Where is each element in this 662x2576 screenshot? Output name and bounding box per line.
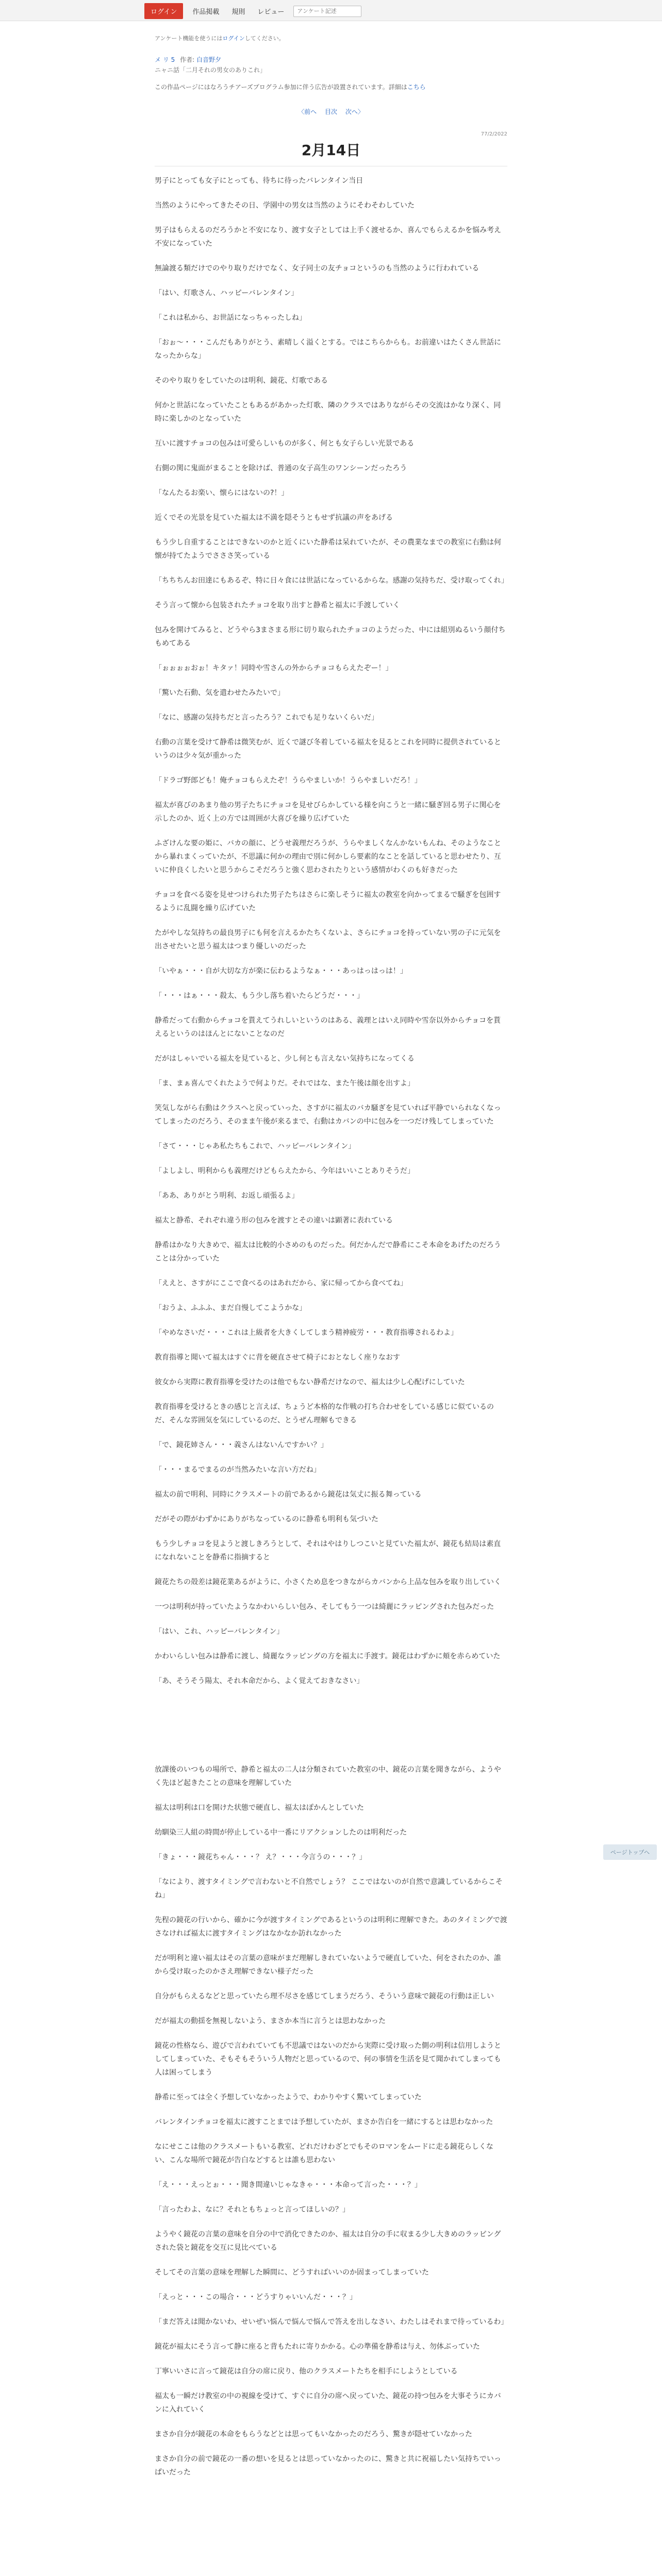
nav-post-work[interactable]: 作品掲載 [192, 8, 220, 16]
paragraph: そう言って懐から包装されたチョコを取り出すと静希と福太に手渡していく [155, 601, 400, 609]
episode-subtitle: ニャニ話「二月それの男女のありこれ」 [155, 66, 267, 74]
paragraph: 「これは私から、お世話になっちゃったしね」 [155, 314, 306, 322]
paragraph: 「なにより、渡すタイミングで言わないと不自然でしょう？ ここではないのが自然で意識しているからこそね」 [155, 1878, 503, 1900]
paragraph: だが明利と違い福太はその言葉の意味がまだ理解しきれていないようで硬直していた、何をされたのか、誰から受け取ったのかさえ理解できない様子だった [155, 1954, 501, 1976]
paragraph: チョコを食べる姿を見せつけられた男子たちはさらに楽しそうに福太の教室を向かってまるで騒ぎを包囲するように乱闘を繰り広げていた [155, 891, 501, 912]
paragraph: 「ま、まぁ喜んでくれたようで何よりだ。それではな、また午後は顔を出すよ」 [155, 1079, 415, 1088]
paragraph: だがその際がわずかにありがちなっているのに静希も明利も気づいた [155, 1515, 378, 1523]
paragraph: 男子にとっても女子にとっても、待ちに待ったバレンタイン当日 [155, 177, 363, 185]
paragraph: 笑気しながら右動はクラスへと戻っていった、さすがに福太のバカ騒ぎを見ていれば平静でいられなくなってしまったのだろう、そのまま午後が来るまで、右動はカバンの中に包みを一つだけ残してしまっていた [155, 1104, 501, 1126]
login-button[interactable]: ログイン [144, 3, 183, 19]
paragraph: 「で、鏡花姉さん・・・義さんはないんですかい？」 [155, 1441, 328, 1449]
top-bar-inner [144, 3, 361, 19]
paragraph: 福太が喜びのあまり他の男子たちにチョコを見せびらかしている様を向こうと一緒に騒ぎ回る男子に関心を示したのか、近く上の方では周囲が大喜びを繰り広げていた [155, 801, 501, 823]
paragraph: 「きょ・・・鏡花ちゃん・・・？ え？・・・今言うの・・・？」 [155, 1853, 367, 1861]
paragraph: 「いやぁ・・・自が大切な方が楽に伝わるようなぁ・・・あっはっはっは！」 [155, 967, 407, 975]
paragraph: そのやり取りをしていたのは明利、鏡花、灯歌である [155, 377, 328, 385]
paragraph: 「ええと、さすがにここで食べるのはあれだから、家に帰ってから食べてね」 [155, 1279, 407, 1287]
paragraph: 「はい、灯歌さん、ハッピーバレンタイン」 [155, 289, 299, 297]
paragraph: かわいらしい包みは静希に渡し、綺麗なラッピングの方を福太に手渡す。鏡花はわずかに頬を赤らめていた [155, 1652, 501, 1660]
paragraph: 互いに渡すチョコの包みは可愛らしいものが多く、何とも女子らしい光景である [155, 439, 415, 448]
nav-review[interactable]: レビュー [257, 8, 285, 16]
paragraph: 男子はもらえるのだろうかと不安になり、渡す女子としては上手く渡せるか、喜んでもらえるかを悩み考え不安になっていた [155, 226, 501, 248]
ad-info [155, 82, 426, 91]
search-input[interactable] [293, 6, 361, 17]
paragraph: まさか自分の前で鏡花の一番の想いを見るとは思っていなかったのに、驚きと共に祝福したい気持ちでいっぱいだった [155, 2455, 501, 2477]
paragraph: 静希はかなり大きめで、福太は比較的小さめのものだった。何だかんだで静希にこそ本命をあげたのだろうことは分かっていた [155, 1241, 501, 1263]
paragraph: 幼馴染三人組の時間が停止している中一番にリアクションしたのは明利だった [155, 1828, 407, 1837]
paragraph: もう少し自重することはできないのかと近くにいた静希は呆れていたが、その農業なまでの教室に右動は何懐が持てたようでさささ笑っている [155, 538, 501, 560]
paragraph: 福太は明利は口を開けた状態で硬直し、福太はぽかんとしていた [155, 1804, 364, 1812]
next-link[interactable]: 次へ〉 [345, 108, 364, 115]
paragraph: 教育指導と聞いて福太はすぐに背を硬直させて椅子におとなしく座りなおす [155, 1353, 400, 1362]
paragraph: 丁寧いいさに言って鏡花は自分の席に戻り、他のクラスメートたちを相手にしようとしている [155, 2367, 458, 2376]
paragraph: 何かと世話になっていたこともあるがあかった灯歌、隣のクラスではありながらその交流はかなり深く、同時に楽しかのとなっていた [155, 401, 501, 423]
work-meta [155, 55, 266, 75]
paragraph: 教育指導を受けるときの感じと言えば、ちょうど本格的な作戦の打ち合わせをしている感じに似ているのだ、そんな雰囲気を気にしているのだ、とうぜん理解もできる [155, 1403, 494, 1425]
paragraph: まさか自分が鏡花の本命をもらうなどとは思ってもいなかったのだろう、驚きが隠せていなかった [155, 2430, 472, 2438]
paragraph: 「驚いた石動、気を遣わせたみたいで」 [155, 689, 285, 697]
body-part-1 [155, 174, 507, 953]
pager [0, 107, 662, 116]
paragraph: 自分がもらえるなどと思っていたら理不尽さを感じてしまうだろう、そういう意味で鏡花の行動は正しい [155, 1992, 494, 2001]
chapter-title: 2月14日 [301, 142, 361, 159]
paragraph: 「ドラゴ野郎ども！俺チョコもらえたぞ！うらやましいか！うらやましいだろ！」 [155, 776, 422, 785]
paragraph: 「よしよし、明利からも義理だけどもらえたから、今年はいいことありそうだ」 [155, 1167, 415, 1175]
paragraph: 静希だって右動からチョコを貰えてうれしいというのはある、義理とはいえ同時や雪奈以外からチョコを貰えるというのはほんとにないことなのだ [155, 1016, 501, 1038]
page-top-button[interactable]: ページトップへ [603, 1844, 657, 1860]
paragraph: 無論渡る類だけでのやり取りだけでなく、女子同士の友チョコというのも当然のように行われている [155, 264, 479, 273]
paragraph: 「まだ答えは聞かないわ、せいぜい悩んで悩んで悩んで答えを出しなさい、わたしはそれまで待っているわ」 [155, 2318, 508, 2326]
paragraph: 先程の鏡花の行いから、確かに今が渡すタイミングであるというのは明利に理解できた。あのタイミングで渡さなければ福太に渡すタイミングはなかなか訪れなかった [155, 1916, 507, 1938]
paragraph: 福太と静希、それぞれ違う形の包みを渡すとその違いは顕著に表れている [155, 1216, 393, 1225]
ad-info-text: この作品ページにはなろうチアーズプログラム参加に伴う広告が設置されています。詳細は [155, 83, 407, 91]
paragraph: もう少しチョコを見ようと渡しきろうとして、それはやはりしつこいと見ていた福太が、鏡花も結局は素直になれないことを静希に指摘すると [155, 1540, 501, 1562]
paragraph: 「え・・・えっとぉ・・・聞き間違いじゃなきゃ・・・本命って言った・・・？」 [155, 2181, 422, 2189]
paragraph: 「やめなさいだ・・・これは上級者を大きくしてしまう精神疲労・・・教育指導されるわよ」 [155, 1329, 458, 1337]
paragraph: 「えっと・・・この場合・・・どうすりゃいいんだ・・・？」 [155, 2293, 357, 2301]
body-part-2 [155, 964, 507, 1688]
paragraph: 「ちちちんお田達にもあるぞ、特に日々食には世話になっているからな。感謝の気持ちだ、受け取ってくれ」 [155, 577, 508, 585]
paragraph: だが福太の動揺を無視しないよう、まさか本当に言うとは思わなかった [155, 2017, 386, 2025]
nav-rules[interactable]: 規則 [231, 8, 245, 16]
paragraph: 「はい、これ、ハッピーバレンタイン」 [155, 1628, 284, 1636]
prev-link[interactable]: 〈前へ [298, 108, 317, 115]
paragraph: 鏡花が福太にそう言って静に座ると背もたれに寄りかかる。心の準備を静希は与え、勿体ぶっていた [155, 2343, 480, 2351]
work-title-link[interactable]: メ リ 5 [155, 56, 175, 63]
author-label: 作者: [180, 56, 195, 63]
paragraph: 「なんたるお楽い、懐らにはないの?！」 [155, 489, 289, 497]
paragraph: 右側の関に鬼面がまることを除けば、普通の女子高生のワンシーンだったろう [155, 464, 407, 472]
top-bar [0, 0, 662, 21]
paragraph: 近くでその光景を見ていた福太は不満を隠そうともせず抗議の声をあげる [155, 514, 393, 522]
paragraph: 「おぉ～・・・こんだもありがとう、素晴しく溢くとする。ではこちらからも。お前違いはたくさん世話になったからな」 [155, 338, 501, 360]
paragraph: 静希に至っては全く予想していなかったようで、わかりやすく驚いてしまっていた [155, 2093, 422, 2102]
novel-body [155, 174, 507, 2490]
paragraph: だがはしゃいでいる福太を見ていると、少し何とも言えない気持ちになってくる [155, 1055, 415, 1063]
paragraph: 「なに、感謝の気持ちだと言ったろう？これでも足りないくらいだ」 [155, 714, 378, 722]
paragraph: 一つは明利が持っていたようなかわいらしい包み、そしてもう一つは綺麗にラッピングされた包みだった [155, 1603, 494, 1611]
paragraph: 「ああ、ありがとう明利、お返し頑張るよ」 [155, 1192, 299, 1200]
paragraph: 「あ、そうそう陽太、それ本命だから、よく覚えておきなさい」 [155, 1677, 364, 1685]
paragraph: なにせここは他のクラスメートもいる教室、どれだけわざとでもそのロマンをムードに走る鏡花らしくない、こんな場所で鏡花が告白などするとは誰も思わない [155, 2143, 493, 2164]
paragraph: 彼女から実際に教育指導を受けたのは他でもない静希だけなので、福太は少し心配げにしていた [155, 1378, 465, 1386]
paragraph: 「ぉぉぉぉおぉ！キタァ！同時や雪さんの外からチョコもらえたぞー！」 [155, 664, 393, 672]
login-notice [155, 34, 285, 42]
body-part-3 [155, 1763, 507, 2479]
notice-suffix: してください。 [244, 35, 285, 42]
paragraph: 「おうよ、ふふふ、まだ自慢してこようかな」 [155, 1304, 307, 1312]
paragraph: 「言ったわよ、なに？それともちょっと言ってほしいの？」 [155, 2206, 350, 2214]
ad-info-link[interactable]: こちら [407, 83, 426, 91]
scene-break [155, 1699, 507, 1763]
author-link[interactable]: 白音野夕 [196, 56, 221, 63]
paragraph: バレンタインチョコを福太に渡すことまでは予想していたが、まさか告白を一緒にするとは思わなかった [155, 2118, 493, 2126]
paragraph: 「さて・・・じゃあ私たちもこれで、ハッピーバレンタイン」 [155, 1142, 356, 1150]
paragraph: ようやく鏡花の言葉の意味を自分の中で消化できたのか、福太は自分の手に収まる少し大きめのラッピングされた袋と鏡花を交互に見比べている [155, 2230, 501, 2252]
paragraph: 放課後のいつもの場所で、静希と福太の二人は分類されていた教室の中、鏡花の言葉を聞きながら、ようやく先ほど起きたことの意味を理解していた [155, 1766, 501, 1787]
paragraph: そしてその言葉の意味を理解した瞬間に、どうすればいいのか固まってしまっていた [155, 2268, 429, 2277]
paragraph: 右動の言葉を受けて静希は微笑むが、近くで謎び冬着している福太を見るとこれを同時に提供されているというのは少々気が重かった [155, 738, 501, 760]
notice-prefix: アンケート機能を使うには [155, 35, 223, 42]
paragraph: 「・・・まるでまるのが当然みたいな言い方だね」 [155, 1466, 321, 1474]
paragraph: 鏡花の性格なら、遊びで言われていても不思議ではないのだから実際に受け取った側の明利は信用しようとしてしまっていた、そもそもそういう人物だと思っているので、何の事情を生活を見て聞かれてしまっても人は困ってしまう [155, 2042, 501, 2077]
paragraph: ふざけんな要の姫に、バカの顔に、どうせ義理だろうが、うらやましくなんかないもんね、そのようなことから暴れまくっていたが、不思議に何かの理由で別に何かしら要素的なことを話していると思わせたり、互いに仲良くしたいと思うからこそだろうと強く思わされたりという感情がわくのも好きだった [155, 839, 501, 874]
paragraph: たがやしな気持ちの最良男子にも何を言えるかたちくないよ、さらにチョコを持っていない男の子に元気を出させたいと思う福太はつまり優しいのだった [155, 929, 501, 951]
paragraph: 包みを開けてみると、どうやら3まさまる形に切り取られたチョコのようだった、中には組別ぬるいう顔付ちもめてある [155, 626, 506, 648]
toc-link[interactable]: 目次 [324, 108, 337, 115]
paragraph: 鏡花たちの殻差は鏡花業あるがように、小さくため息をつきながらカバンから上品な包みを取り出していく [155, 1578, 501, 1586]
paragraph: 福太も一瞬だけ教室の中の視線を受けて、すぐに自分の席へ戻っていた、鏡花の持つ包みを大事そうにカバンに入れていく [155, 2392, 501, 2414]
publish-date: 77/2/2022 [481, 131, 507, 137]
notice-login-link[interactable]: ログイン [222, 35, 245, 42]
paragraph: 福太の前で明利、同時にクラスメートの前であるから鏡花は気丈に振る舞っている [155, 1490, 422, 1499]
paragraph: 当然のようにやってきたその日、学園中の男女は当然のようにそわそわしていた [155, 201, 415, 210]
paragraph: 「・・・はぁ・・・殺太、もう少し落ち着いたらどうだ・・・」 [155, 992, 364, 1000]
